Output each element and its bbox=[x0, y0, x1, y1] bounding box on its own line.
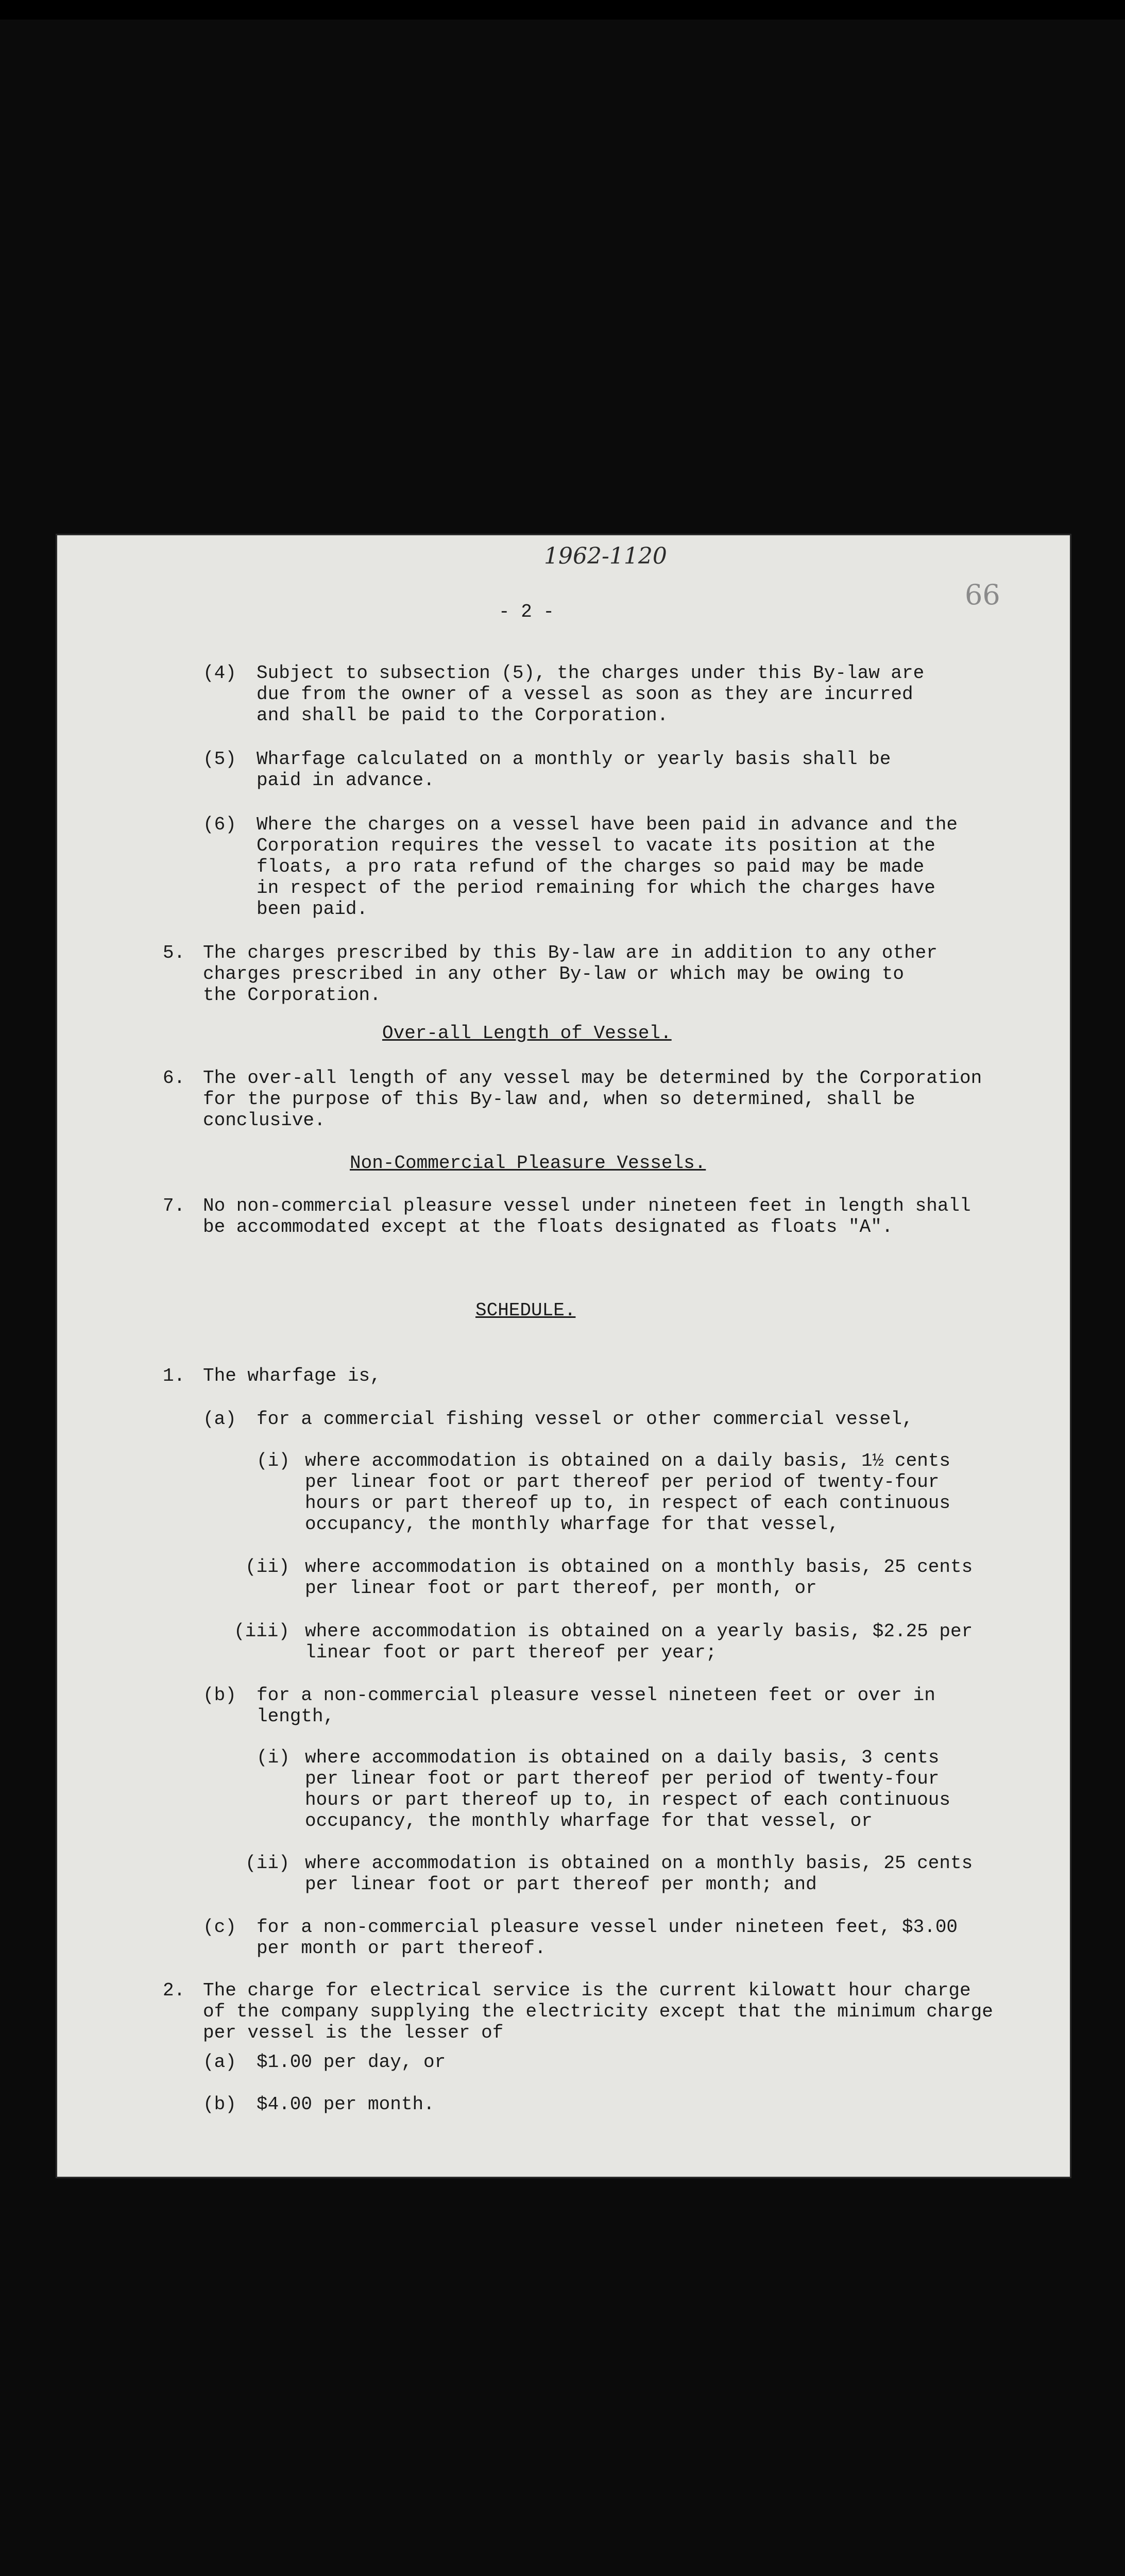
paragraph-4-number: (4) bbox=[203, 663, 236, 684]
section-7-line: be accommodated except at the floats designated as floats "A". bbox=[203, 1216, 893, 1238]
paragraph-6-line: Where the charges on a vessel have been paid in advance and the bbox=[257, 814, 958, 835]
section-5-line: The charges prescribed by this By-law are in addition to any other bbox=[203, 942, 937, 963]
paragraph-4-line: due from the owner of a vessel as soon as they are incurred bbox=[257, 684, 913, 705]
section-5-line: charges prescribed in any other By-law or which may be owing to bbox=[203, 963, 905, 985]
section-6-number: 6. bbox=[163, 1067, 185, 1089]
clause-b-i-line: occupancy, the monthly wharfage for that vessel, or bbox=[305, 1810, 873, 1832]
page-number: - 2 - bbox=[499, 601, 555, 622]
heading-schedule: SCHEDULE. bbox=[475, 1300, 576, 1321]
scanner-border bbox=[0, 0, 1125, 20]
clause-b-i-label: (i) bbox=[257, 1747, 290, 1768]
paragraph-5-line: paid in advance. bbox=[257, 770, 435, 791]
schedule-1-line: The wharfage is, bbox=[203, 1365, 381, 1386]
section-6-line: for the purpose of this By-law and, when so determined, shall be bbox=[203, 1089, 915, 1110]
clause-a-line: for a commercial fishing vessel or other commercial vessel, bbox=[257, 1409, 913, 1430]
paragraph-5-number: (5) bbox=[203, 749, 236, 770]
clause-a-iii-line: where accommodation is obtained on a yearly basis, $2.25 per bbox=[305, 1621, 973, 1642]
clause-b-i-line: per linear foot or part thereof per period of twenty-four bbox=[305, 1768, 940, 1789]
paragraph-4-line: and shall be paid to the Corporation. bbox=[257, 705, 669, 726]
paragraph-4-line: Subject to subsection (5), the charges under this By-law are bbox=[257, 663, 925, 684]
schedule-2-line: of the company supplying the electricity except that the minimum charge bbox=[203, 2001, 993, 2022]
clause-a-ii-line: per linear foot or part thereof, per month, or bbox=[305, 1578, 817, 1599]
clause-a-i-line: per linear foot or part thereof per period of twenty-four bbox=[305, 1471, 940, 1493]
section-6-line: conclusive. bbox=[203, 1110, 326, 1131]
section-6-line: The over-all length of any vessel may be determined by the Corporation bbox=[203, 1067, 982, 1089]
document-page bbox=[56, 534, 1071, 2178]
clause-b-ii-line: where accommodation is obtained on a monthly basis, 25 cents bbox=[305, 1853, 973, 1874]
paragraph-6-line: been paid. bbox=[257, 899, 368, 920]
schedule-2a-line: $1.00 per day, or bbox=[257, 2052, 446, 2073]
clause-b-i-line: hours or part thereof up to, in respect of each continuous bbox=[305, 1789, 951, 1810]
clause-b-ii-label: (ii) bbox=[245, 1853, 290, 1874]
heading-non-commercial: Non-Commercial Pleasure Vessels. bbox=[350, 1153, 706, 1174]
clause-a-iii-line: linear foot or part thereof per year; bbox=[305, 1642, 717, 1663]
clause-c-line: per month or part thereof. bbox=[257, 1938, 546, 1959]
heading-over-all-length: Over-all Length of Vessel. bbox=[382, 1023, 672, 1044]
paragraph-6-line: in respect of the period remaining for which the charges have bbox=[257, 877, 935, 899]
clause-b-label: (b) bbox=[203, 1685, 236, 1706]
clause-a-i-line: hours or part thereof up to, in respect of each continuous bbox=[305, 1493, 951, 1514]
clause-c-label: (c) bbox=[203, 1917, 236, 1938]
section-7-line: No non-commercial pleasure vessel under nineteen feet in length shall bbox=[203, 1195, 971, 1216]
page-stamp-number: 66 bbox=[965, 579, 1000, 611]
clause-b-i-line: where accommodation is obtained on a daily basis, 3 cents bbox=[305, 1747, 940, 1768]
schedule-2-line: per vessel is the lesser of bbox=[203, 2022, 504, 2043]
clause-b-line: length, bbox=[257, 1706, 335, 1727]
paragraph-6-number: (6) bbox=[203, 814, 236, 835]
clause-a-i-line: where accommodation is obtained on a daily basis, 1½ cents bbox=[305, 1450, 951, 1471]
schedule-2-line: The charge for electrical service is the current kilowatt hour charge bbox=[203, 1980, 971, 2001]
clause-c-line: for a non-commercial pleasure vessel under nineteen feet, $3.00 bbox=[257, 1917, 958, 1938]
clause-a-ii-label: (ii) bbox=[245, 1556, 290, 1578]
clause-b-line: for a non-commercial pleasure vessel nineteen feet or over in bbox=[257, 1685, 935, 1706]
paragraph-5-line: Wharfage calculated on a monthly or yearly basis shall be bbox=[257, 749, 891, 770]
section-7-number: 7. bbox=[163, 1195, 185, 1216]
section-5-number: 5. bbox=[163, 942, 185, 963]
schedule-2a-label: (a) bbox=[203, 2052, 236, 2073]
clause-a-i-label: (i) bbox=[257, 1450, 290, 1471]
clause-b-ii-line: per linear foot or part thereof per month; and bbox=[305, 1874, 817, 1895]
handwritten-reference: 1962-1120 bbox=[544, 543, 667, 569]
clause-a-ii-line: where accommodation is obtained on a monthly basis, 25 cents bbox=[305, 1556, 973, 1578]
schedule-2b-line: $4.00 per month. bbox=[257, 2094, 435, 2115]
paragraph-6-line: floats, a pro rata refund of the charges so paid may be made bbox=[257, 856, 925, 877]
clause-a-iii-label: (iii) bbox=[234, 1621, 290, 1642]
clause-a-i-line: occupancy, the monthly wharfage for that vessel, bbox=[305, 1514, 839, 1535]
schedule-2b-label: (b) bbox=[203, 2094, 236, 2115]
clause-a-label: (a) bbox=[203, 1409, 236, 1430]
schedule-1-number: 1. bbox=[163, 1365, 185, 1386]
paragraph-6-line: Corporation requires the vessel to vacate its position at the bbox=[257, 835, 935, 856]
schedule-2-number: 2. bbox=[163, 1980, 185, 2001]
section-5-line: the Corporation. bbox=[203, 985, 381, 1006]
